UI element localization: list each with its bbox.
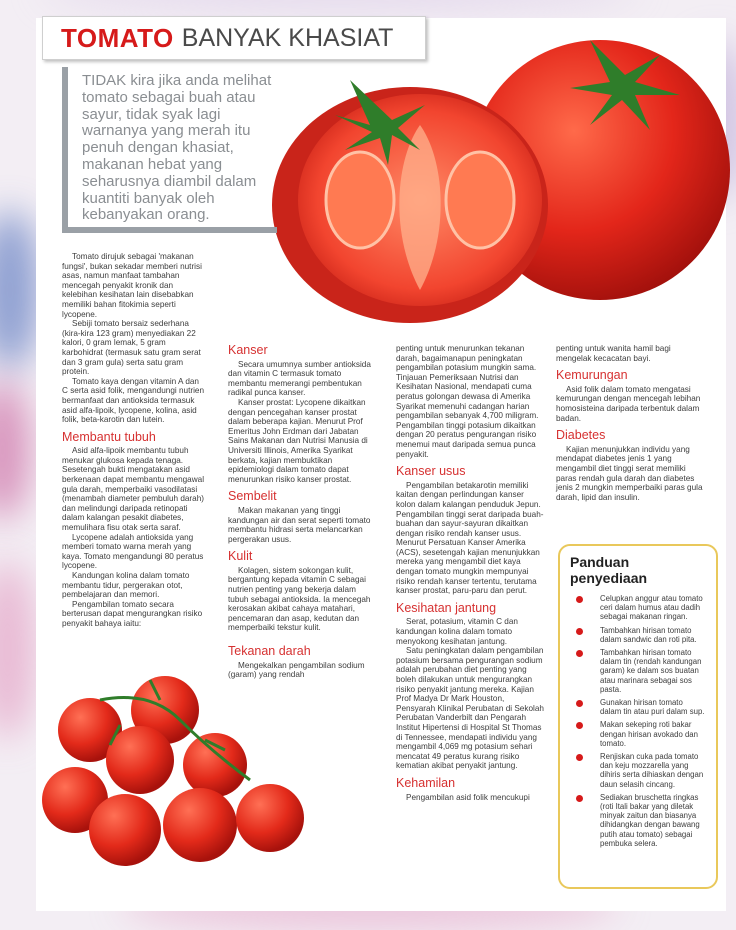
guide-item: Sediakan bruschetta ringkas (roti Itali bakar yang diletak minyak zaitun dan biasanya dihidangkan dengan bawang putih atau tomato) sebagai pembuka selera.: [570, 793, 706, 848]
title-rest: BANYAK KHASIAT: [181, 23, 394, 52]
bullet-icon: [576, 795, 583, 802]
bullet-icon: [576, 754, 583, 761]
bullet-icon: [576, 628, 583, 635]
paragraph: Makan makanan yang tinggi kandungan air dan serat seperti tomato membantu hidrasi serta melancarkan pergerakan usus.: [228, 505, 371, 544]
section-heading: Membantu tubuh: [62, 429, 156, 444]
preparation-guide-box: [558, 544, 718, 889]
paragraph: Lycopene adalah antioksida yang memberi tomato warna merah yang kaya. Tomato mengandungi 80 peratus lycopene.: [62, 532, 204, 571]
paragraph: Asid folik dalam tomato mengatasi kemurungan dengan mencegah lebihan homosisteina daripada terbentuk dalam badan.: [556, 384, 701, 423]
cherry-tomato: [89, 794, 161, 866]
section-heading: Kesihatan jantung: [396, 600, 497, 615]
guide-title: Panduan penyediaan: [570, 554, 648, 586]
paragraph: Tomato kaya dengan vitamin A dan C serta asid folik, mengandungi nutrien bermanfaat dan antioksida termasuk asid alfa-lipoik, lycopene, kolina, asid folik, beta-karotin dan lutein.: [62, 376, 204, 425]
guide-item: Makan sekeping roti bakar dengan hirisan avokado dan tomato.: [570, 720, 706, 748]
paragraph: Mengekalkan pengambilan sodium (garam) yang rendah: [228, 660, 365, 680]
paragraph: Serat, potasium, vitamin C dan kandungan kolina dalam tomato menyokong kesihatan jantung.: [396, 617, 518, 646]
column-1: [62, 252, 207, 629]
section-heading: Kehamilan: [396, 775, 456, 790]
section-heading: Diabetes: [556, 428, 606, 443]
paragraph: Asid alfa-lipoik membantu tubuh menukar glukosa kepada tenaga. Sesetengah bukti mengatakan asid berkenaan dapat membantu mengawal gula darah, memperbaiki vasodilatasi (menambah diameter pembuluh darah) dan melindungi daripada retinopati dalam kalangan pesakit diabetes, memulihara fisu otak serta saraf.: [62, 446, 205, 533]
section-heading: Kulit: [228, 549, 253, 564]
paragraph: Kolagen, sistem sokongan kulit, bergantung kepada vitamin C sebagai nutrien penting yang bekerja dalam tubuh sebagai antioksida. Ia mencegah kerosakan akibat cahaya matahari, pencemaran dan asap, kedutan dan memperbaiki tekstur kulit.: [228, 565, 371, 633]
paragraph: Secara umumnya sumber antioksida dan vitamin C termasuk tomato membantu memerangi pembentukan radikal punca kanser.: [228, 359, 371, 398]
guide-item: Tambahkan hirisan tomato dalam tin (rendah kandungan garam) ke dalam sos buatan atau marinara sebagai sos pasta.: [570, 648, 706, 694]
paragraph: Sebiji tomato bersaiz sederhana (kira-kira 123 gram) menyediakan 22 kalori, 0 gram lemak, 5 gram karbohidrat (termasuk satu gram serat dan 3 gram gula) serta satu gram protein.: [62, 319, 201, 377]
title-bold: TOMATO: [61, 22, 174, 53]
guide-item: Tambahkan hirisan tomato dalam sandwic dan roti pita.: [570, 626, 706, 644]
paragraph: Kanser prostat: Lycopene dikaitkan dengan pencegahan kanser prostat dalam beberapa kajian. Menurut Prof Emeritus John Erdman dari Jabatan Sains Makanan dan Nutrisi Manusia di Universiti Illinois, Amerika Syarikat berkata, kajian membuktikan epidemiologi dalam tomato dapat menurunkan risiko kanser prostat.: [228, 397, 368, 484]
seed-cavity: [326, 152, 394, 248]
column-3: [396, 344, 544, 802]
paragraph: Pengambilan betakarotin memiliki kaitan dengan perlindungan kanser kolon dalam kalangan penduduk Jepun. Pengambilan tinggi serat daripada buah-buahan dan sayur-sayuran dikaitkan dengan risiko rendah kanser usus. Menurut Persatuan Kanser Amerika (ACS), sesetengah kajian menunjukkan mereka yang mengambil diet kaya dengan tomato mungkin mempunyai risiko rendah kanser tertentu, terutama kanser prostat, paru-paru dan perut.: [396, 480, 544, 596]
section-heading: Kemurungan: [556, 368, 628, 383]
paragraph: Pengambilan tomato secara berterusan dapat mengurangkan risiko penyakit bahaya iaitu:: [62, 599, 203, 628]
bullet-icon: [576, 596, 583, 603]
cherry-tomato: [236, 784, 304, 852]
bullet-icon: [576, 650, 583, 657]
paragraph: penting untuk wanita hamil bagi mengelak kecacatan bayi.: [556, 344, 671, 363]
article-title: [42, 16, 426, 60]
cherry-tomato: [163, 788, 237, 862]
paragraph: Kandungan kolina dalam tomato membantu tidur, pergerakan otot, pembelajaran dan memori.: [62, 571, 190, 600]
column-4: [556, 344, 706, 502]
guide-list: [570, 594, 706, 848]
intro-text: TIDAK kira jika anda melihat tomato sebagai buah atau sayur, tidak syak lagi warnanya yang merah itu penuh dengan khasiat, makanan hebat yang seharusnya diambil dalam kuantiti banyak oleh kebanyakan orang.: [82, 72, 272, 224]
guide-item: Renjiskan cuka pada tomato dan keju mozzarella yang dihiris serta dihiaskan dengan daun selasih cincang.: [570, 752, 706, 789]
cherry-tomato: [183, 733, 247, 797]
bullet-icon: [576, 722, 583, 729]
paragraph: Satu peningkatan dalam pengambilan potasium bersama pengurangan sodium adalah perubahan diet penting yang boleh dilakukan untuk mengurangkan risiko penyakit jantung mereka. Kajian Prof Madya Dr Mark Houston, Pensyarah Klinikal Perubatan di Sekolah Perubatan Vanderbilt dan Pengarah Institut Hipertensi di Hospital St Thomas di Tennessee, mendapati individu yang mengambil 4,069 mg potasium sehari mencatat 49 peratus kurang risiko kematian akibat penyakit jantung.: [396, 646, 544, 771]
paragraph: Pengambilan asid folik mencukupi: [406, 792, 530, 802]
intro-box: [62, 67, 277, 233]
paragraph: penting untuk menurunkan tekanan darah, bagaimanapun peningkatan pengambilan potasium mungkin sama. Tinjauan Pemeriksaan Nutrisi dan Kesihatan Nasional, mendapati cuma peratus golongan dewasa di Amerika Syarikat memenuhi cadangan harian pengambilan sebanyak 4,700 miligram. Pengambilan tinggi potasium dikaitkan dengan 20 peratus pengurangan risiko menemui maut daripada semua punca penyakit.: [396, 344, 539, 459]
section-heading: Sembelit: [228, 489, 277, 504]
paragraph: Kajian menunjukkan individu yang mendapat diabetes jenis 1 yang mengambil diet tinggi serat memiliki paras rendah gula darah dan diabetes jenis 2 mungkin memperbaiki paras gula darah, lipid dan insulin.: [556, 444, 703, 502]
guide-item: Celupkan anggur atau tomato ceri dalam humus atau dadih sebagai makanan ringan.: [570, 594, 706, 622]
section-heading: Tekanan darah: [228, 644, 311, 659]
guide-item: Gunakan hirisan tomato dalam tin atau puri dalam sup.: [570, 698, 706, 716]
cherry-tomato: [106, 726, 174, 794]
section-heading: Kanser usus: [396, 464, 466, 479]
seed-cavity: [446, 152, 514, 248]
column-2: [228, 343, 377, 680]
section-heading: Kanser: [228, 343, 268, 357]
paragraph: Tomato dirujuk sebagai 'makanan fungsi', bukan sekadar memberi nutrisi asas, namun manfaat tambahan mencegah penyakit kronik dan kelebihan kesihatan lain disebabkan memiliki bahan fitokimia seperti lycopene.: [62, 252, 202, 319]
bullet-icon: [576, 700, 583, 707]
